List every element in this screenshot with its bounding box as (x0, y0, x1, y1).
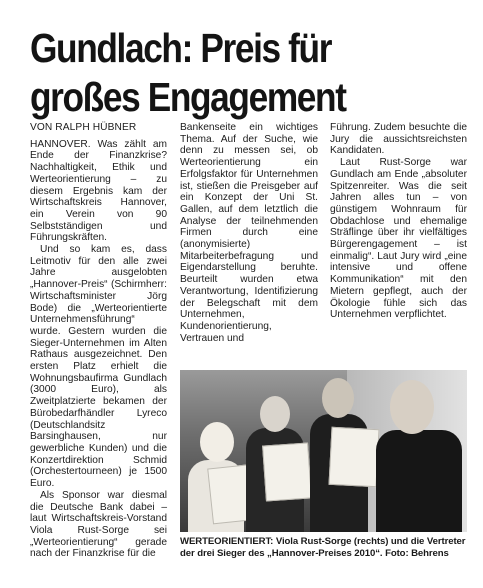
person-1-head (200, 422, 234, 462)
person-4 (376, 430, 462, 532)
paragraph: Als Sponsor war diesmal die Deutsche Bank dabei – laut Wirtschaftskreis-Vorstand Viola Rust-Sorge sei „Werteorientierung“ gerade nach der Finanzkrise für die (30, 489, 167, 560)
headline-line-2: großes Engagement (30, 74, 346, 120)
headline-line-1: Gundlach: Preis für (30, 25, 332, 71)
certificate (329, 427, 380, 487)
award-photo (180, 370, 467, 532)
person-2-head (260, 396, 290, 432)
paragraph: HANNOVER. Was zählt am Ende der Finanzkrise? Nachhaltigkeit, Ethik und Werteorientierung – zu diesem Ergebnis kam der Wirtschaftskreis Hannover, ein Verein von 90 Selbstständigen und Führungskräften. (30, 138, 167, 244)
article-column-1 (30, 122, 167, 560)
person-3-head (322, 378, 354, 418)
paragraph: Und so kam es, dass Leitmotiv für den alle zwei Jahre ausgelobten „Hannover-Preis“ (Schirmherr: Wirtschaftsminister Jörg Bode) die „Werteorientierte Unternehmensführung“ wurde. Gestern wurden die Sieger-Unternehmen im Alten Rathaus ausgezeichnet. Den ersten Platz erhielt die Wohnungsbaufirma Gundlach (3000 Euro), als Zweitplatzierte bekamen der Bürobedarfhändler Lyreco (Deutschlandsitz Barsinghausen, nur gewerbliche Kunden) und die Konzertdirektion Schmid (Orchestertourneen) je 1500 Euro. (30, 244, 167, 490)
article-column-2 (180, 122, 318, 344)
photo-caption: WERTEORIENTIERT: Viola Rust-Sorge (rechts) und die Vertreter der drei Sieger des „Hannover-Preises 2010“. Foto: Behrens (180, 536, 466, 559)
certificate (262, 442, 312, 501)
person-4-head (390, 380, 434, 434)
paragraph: Führung. Zudem besuchte die Jury die aussichtsreichsten Kandidaten. (330, 122, 467, 157)
byline: VON RALPH HÜBNER (30, 122, 137, 133)
paragraph: Laut Rust-Sorge war Gundlach am Ende „absoluter Spitzenreiter. Was die seit Jahren alles tun – von günstigem Wohnraum für Obdachlose und ehemalige Sträflinge über ihr vielfältiges Bürgerengagement – ist einmalig“. Laut Jury wird „eine intensive und offene Kommunikation“ mit den Mietern gepflegt, auch der Ökologie fühle sich das Unternehmen verpflichtet. (330, 157, 467, 321)
paragraph: Bankenseite ein wichtiges Thema. Auf der Suche, wie denn zu messen sei, ob Werteorientierung ein Erfolgsfaktor für Unternehmen ist, stießen die Preisgeber auf ein Konzept der Uni St. Gallen, auf dem letztlich die Analyse der teilnehmenden Firmen durch eine (anonymisierte) Mitarbeiterbefragung und Eigendarstellung beruhte. Beurteilt wurden etwa Verantwortung, Identifizierung der Belegschaft mit dem Unternehmen, Kundenorientierung, Vertrauen und (180, 122, 318, 344)
article-column-3 (330, 122, 467, 321)
headline (30, 24, 417, 122)
